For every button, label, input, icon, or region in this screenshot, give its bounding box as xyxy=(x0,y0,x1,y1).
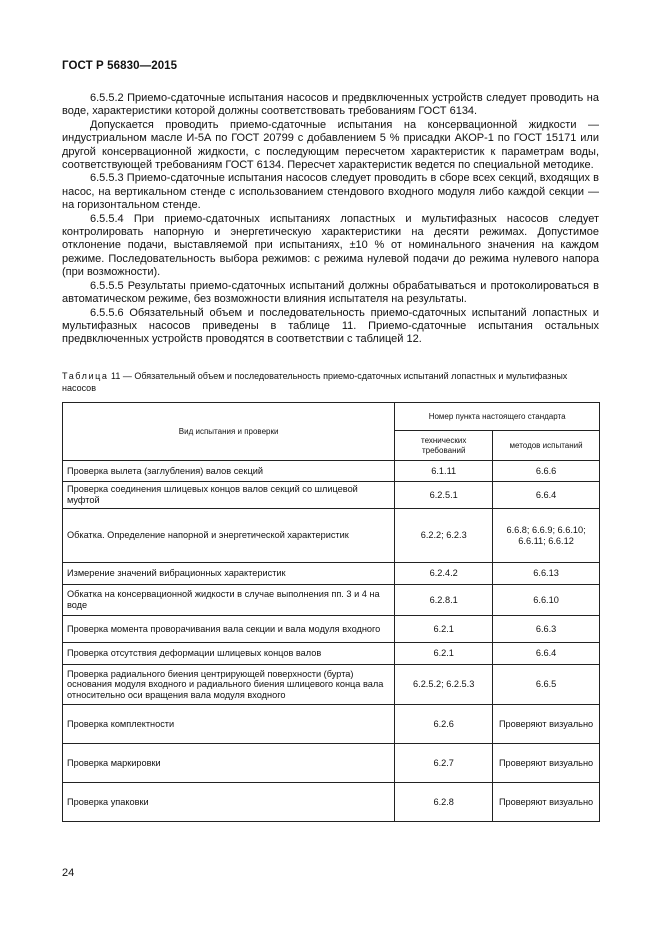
method-cell: 6.6.4 xyxy=(493,643,600,665)
body-text xyxy=(62,92,599,347)
column-header-methods: методов испытаний xyxy=(493,431,600,461)
requirement-cell: 6.1.11 xyxy=(395,461,493,482)
column-header-test: Вид испытания и проверки xyxy=(63,403,395,461)
requirement-cell: 6.2.6 xyxy=(395,705,493,744)
method-cell: 6.6.10 xyxy=(493,585,600,616)
paragraph: 6.5.5.2 Приемо-сдаточные испытания насосов и предвключенных устройств следует проводить на воде, характеристики которой должны соответствовать требованиям ГОСТ 6134. xyxy=(62,92,599,118)
table-row xyxy=(63,461,600,482)
requirement-cell: 6.2.1 xyxy=(395,643,493,665)
document-header: ГОСТ Р 56830—2015 xyxy=(62,60,178,72)
requirement-cell: 6.2.8.1 xyxy=(395,585,493,616)
paragraph: 6.5.5.6 Обязательный объем и последовательность приемо-сдаточных испытаний лопастных и мультифазных насосов приведены в таблице 11. Приемо-сдаточные испытания остальных предвключенных устройств проводятся в соответствии с таблицей 12. xyxy=(62,306,599,346)
table-caption-text: 11 — Обязательный объем и последовательность приемо-сдаточных испытаний лопастных и мультифазных насосов xyxy=(62,371,568,393)
table-row xyxy=(63,744,600,783)
test-name-cell: Проверка соединения шлицевых концов валов секций со шлицевой муфтой xyxy=(63,482,395,509)
paragraph: 6.5.5.3 Приемо-сдаточные испытания насосов следует проводить в сборе всех секций, входящих в насос, на вертикальном стенде с использованием стендового входного модуля либо каждой секции — на горизонтальном стенде. xyxy=(62,172,599,212)
method-cell: Проверяют визуально xyxy=(493,783,600,822)
table-row xyxy=(63,585,600,616)
table-row xyxy=(63,665,600,705)
method-cell: 6.6.5 xyxy=(493,665,600,705)
table-caption-label: Таблица xyxy=(62,371,109,381)
table-row xyxy=(63,783,600,822)
method-cell: 6.6.6 xyxy=(493,461,600,482)
paragraph: Допускается проводить приемо-сдаточные испытания на консервационной жидкости — индустриальном масле И-5А по ГОСТ 20799 с добавлением 5 % присадки АКОР-1 по ГОСТ 15171 или другой консервационной жидкости, с последующим пересчетом характеристик к параметрам воды, соответствующей требованиям ГОСТ 6134. Пересчет характеристик ведется по специальной методике. xyxy=(62,118,599,172)
table-row xyxy=(63,705,600,744)
paragraph: 6.5.5.5 Результаты приемо-сдаточных испытаний должны обрабатываться и протоколироваться в автоматическом режиме, без возможности влияния испытателя на результаты. xyxy=(62,279,599,306)
test-name-cell: Проверка отсутствия деформации шлицевых концов валов xyxy=(63,643,395,665)
table-caption xyxy=(62,371,599,394)
column-header-group: Номер пункта настоящего стандарта xyxy=(395,403,600,431)
method-cell: 6.6.4 xyxy=(493,482,600,509)
requirement-cell: 6.2.2; 6.2.3 xyxy=(395,509,493,563)
table-row xyxy=(63,616,600,643)
requirement-cell: 6.2.1 xyxy=(395,616,493,643)
test-name-cell: Проверка маркировки xyxy=(63,744,395,783)
test-name-cell: Измерение значений вибрационных характеристик xyxy=(63,563,395,585)
table-row xyxy=(63,643,600,665)
paragraph: 6.5.5.4 При приемо-сдаточных испытаниях лопастных и мультифазных насосов следует контролировать напорную и энергетическую характеристики на десяти режимах. Допустимое отклонение подачи, выставляемой при испытаниях, ±10 % от номинального значения на каждом режиме. Последовательность выбора режимов: с режима нулевой подачи до режима нулевого напора (при возможности). xyxy=(62,212,599,279)
requirement-cell: 6.2.5.2; 6.2.5.3 xyxy=(395,665,493,705)
requirement-cell: 6.2.8 xyxy=(395,783,493,822)
test-name-cell: Проверка упаковки xyxy=(63,783,395,822)
test-name-cell: Проверка момента проворачивания вала секции и вала модуля входного xyxy=(63,616,395,643)
column-header-requirements: технических требований xyxy=(395,431,493,461)
requirement-cell: 6.2.7 xyxy=(395,744,493,783)
table-row xyxy=(63,563,600,585)
test-name-cell: Обкатка. Определение напорной и энергетической характеристик xyxy=(63,509,395,563)
test-name-cell: Проверка комплектности xyxy=(63,705,395,744)
method-cell: 6.6.3 xyxy=(493,616,600,643)
method-cell: Проверяют визуально xyxy=(493,705,600,744)
method-cell: 6.6.8; 6.6.9; 6.6.10; 6.6.11; 6.6.12 xyxy=(493,509,600,563)
method-cell: Проверяют визуально xyxy=(493,744,600,783)
test-name-cell: Проверка вылета (заглубления) валов секций xyxy=(63,461,395,482)
table-body xyxy=(63,461,600,822)
table-row xyxy=(63,509,600,563)
test-table xyxy=(62,402,600,822)
requirement-cell: 6.2.5.1 xyxy=(395,482,493,509)
method-cell: 6.6.13 xyxy=(493,563,600,585)
test-name-cell: Обкатка на консервационной жидкости в случае выполнения пп. 3 и 4 на воде xyxy=(63,585,395,616)
table-row xyxy=(63,482,600,509)
page-number: 24 xyxy=(62,867,75,879)
test-name-cell: Проверка радиального биения центрирующей поверхности (бурта) основания модуля входного и радиального биения шлицевого конца вала относительно оси вращения вала модуля входного xyxy=(63,665,395,705)
requirement-cell: 6.2.4.2 xyxy=(395,563,493,585)
